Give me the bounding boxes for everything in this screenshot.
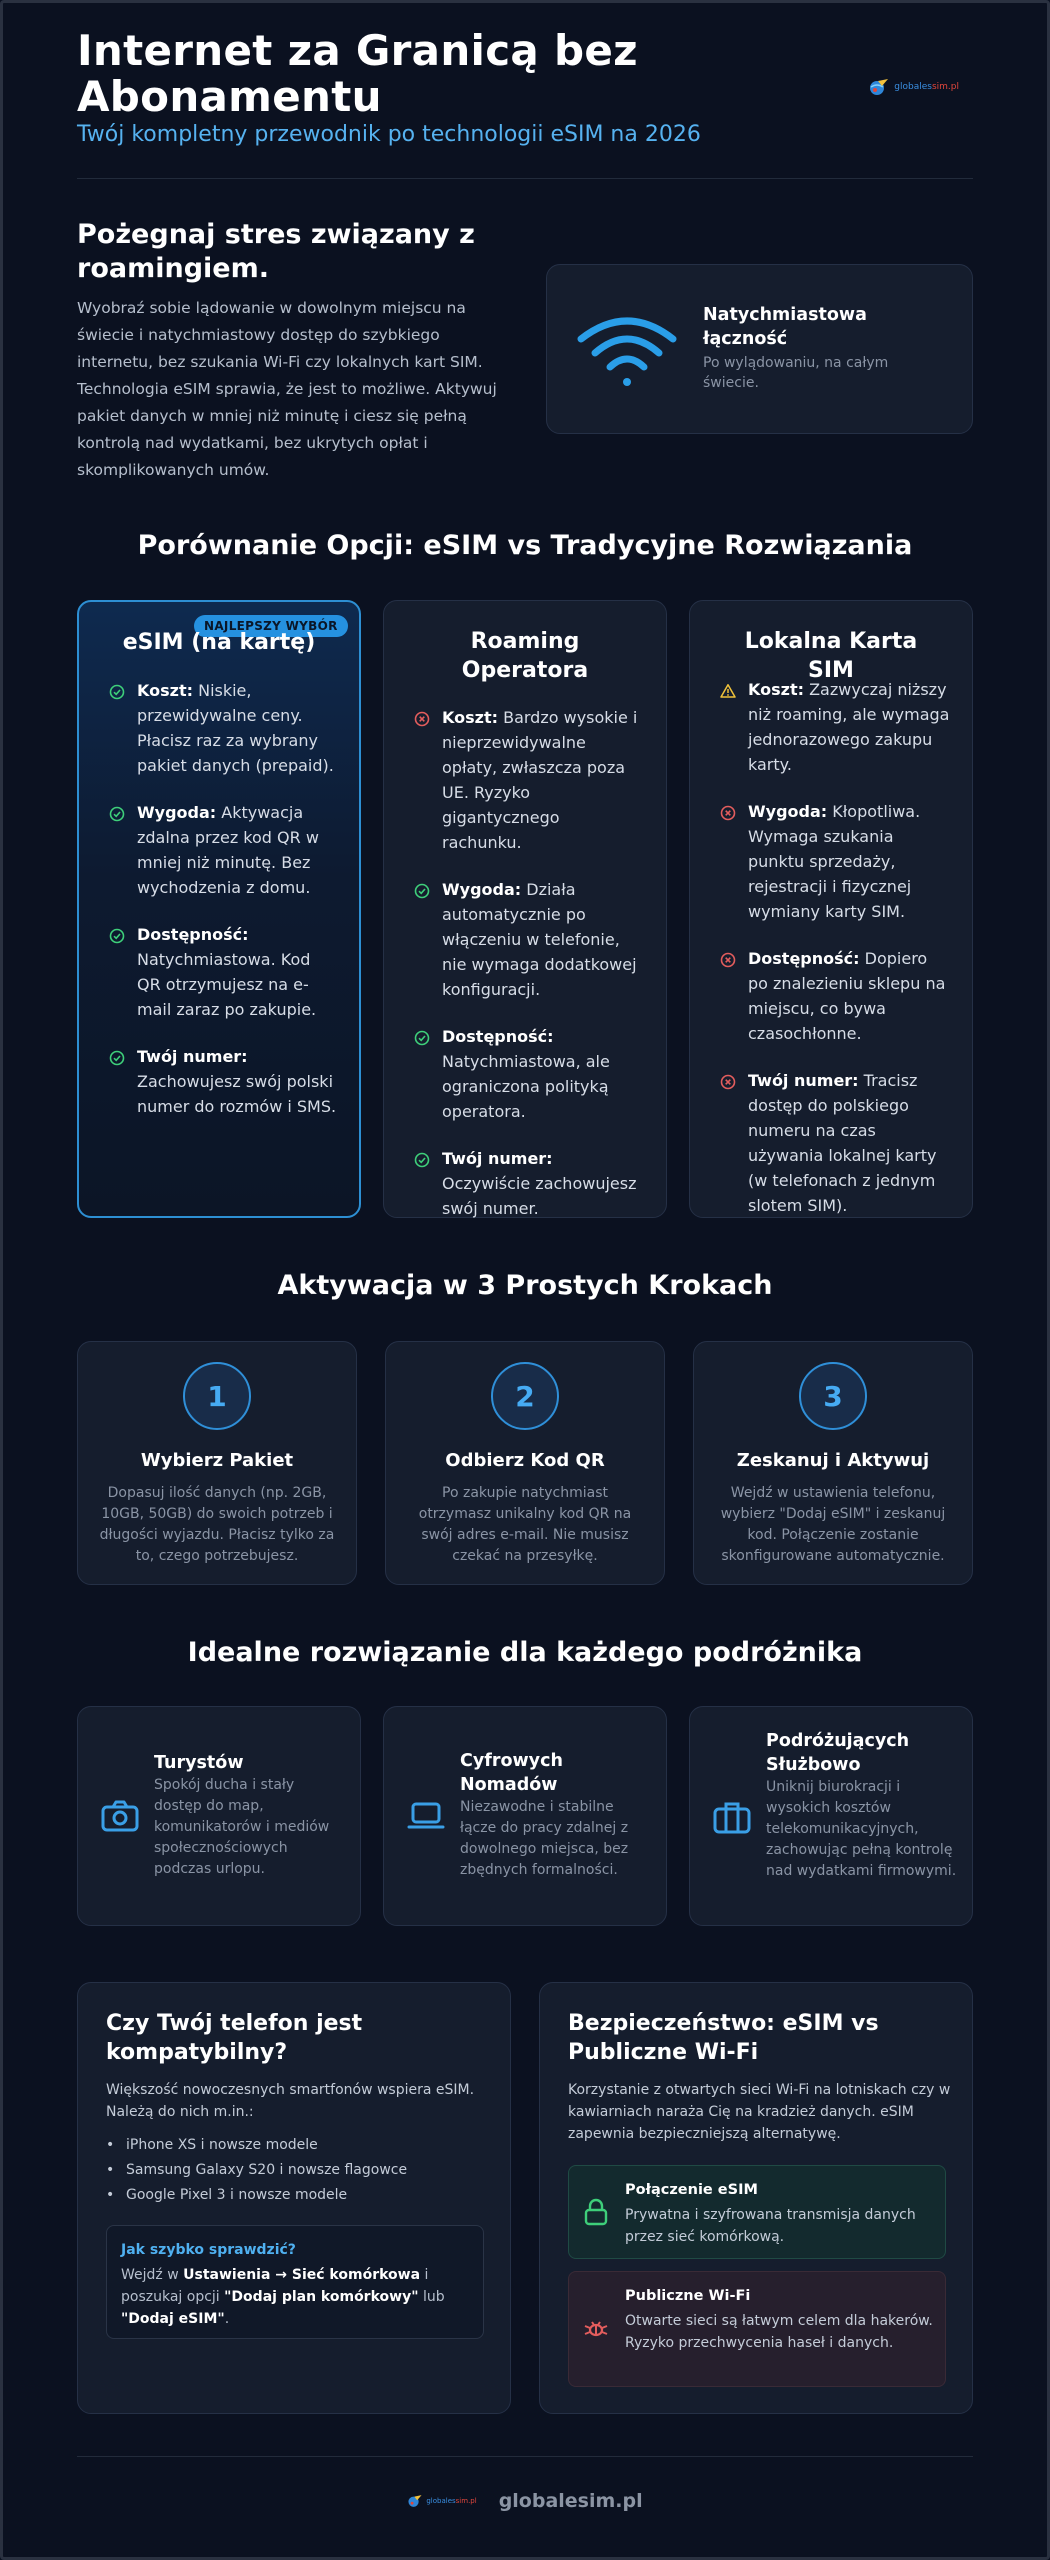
x-circle-icon bbox=[720, 1074, 736, 1090]
compat-tip-box bbox=[106, 2225, 484, 2339]
feature-item: Koszt: Bardzo wysokie i nieprzewidywalne opłaty, zwłaszcza poza UE. Ryzyko gigantycznego rachunku. bbox=[414, 705, 644, 855]
intro-heading: Pożegnaj stres związany z roamingiem. bbox=[77, 219, 475, 284]
feature-item: Koszt: Zazwyczaj niższy niż roaming, ale wymaga jednorazowego zakupu karty. bbox=[720, 677, 950, 777]
wifi-icon bbox=[575, 309, 679, 389]
highlight-card bbox=[546, 264, 973, 434]
step-number: 2 bbox=[491, 1362, 559, 1430]
compat-list-item: • Samsung Galaxy S20 i nowsze flagowce bbox=[106, 2162, 408, 2178]
traveler-icon-wrap bbox=[712, 1799, 752, 1839]
traveler-card bbox=[383, 1706, 667, 1926]
security-good-box bbox=[568, 2165, 946, 2259]
step-card bbox=[77, 1341, 357, 1585]
highlight-text: Po wylądowaniu, na całym świecie. bbox=[703, 355, 889, 391]
traveler-title: Cyfrowych Nomadów bbox=[460, 1751, 563, 1795]
x-circle-icon bbox=[720, 805, 736, 821]
security-intro: Korzystanie z otwartych sieci Wi-Fi na lotniskach czy w kawiarniach naraża Cię na kradzież danych. eSIM zapewnia bezpieczniejszą alternatywę. bbox=[568, 2082, 951, 2142]
footer bbox=[77, 2490, 973, 2512]
step-text: Po zakupie natychmiast otrzymasz unikalny kod QR na swój adres e-mail. Nie musisz czekać na przesyłkę. bbox=[418, 1485, 632, 1564]
logo-wordmark: globalessim.pl bbox=[894, 82, 959, 92]
page-title: Internet za Granicą bez Abonamentu bbox=[77, 26, 638, 121]
traveler-text: Spokój ducha i stały dostęp do map, komunikatorów i mediów społecznościowych podczas urlopu. bbox=[154, 1777, 330, 1877]
traveler-icon-wrap bbox=[406, 1799, 446, 1837]
intro-body: Wyobraź sobie lądowanie w dowolnym miejscu na świecie i natychmiastowy dostęp do szybkiego internetu, bez szukania Wi-Fi czy lokalnych kart SIM. Technologia eSIM sprawia, że jest to możliwe. Aktywuj pakiet danych w mniej niż minutę i ciesz się pełną kontrolą nad wydatkami, bez ukrytych opłat i skomplikowanych umów. bbox=[77, 299, 497, 479]
check-circle-icon bbox=[109, 1050, 125, 1066]
step-card bbox=[385, 1341, 665, 1585]
feature-item: Dostępność: Natychmiastowa. Kod QR otrzymujesz na e-mail zaraz po zakupie. bbox=[109, 922, 337, 1022]
feature-list bbox=[414, 705, 644, 1243]
feature-item: Dostępność: Natychmiastowa, ale ograniczona polityką operatora. bbox=[414, 1024, 644, 1124]
lock-icon bbox=[583, 2198, 609, 2226]
warning-icon bbox=[720, 683, 736, 699]
comparison-card-title: Roaming Operatora bbox=[461, 629, 589, 683]
feature-item: Dostępność: Dopiero po znalezieniu sklepu na miejscu, co bywa czasochłonne. bbox=[720, 946, 950, 1046]
traveler-text: Niezawodne i stabilne łącze do pracy zdalnej z dowolnego miejsca, bez zbędnych formalności. bbox=[460, 1799, 629, 1878]
step-number: 1 bbox=[183, 1362, 251, 1430]
feature-list bbox=[109, 678, 337, 1141]
feature-item: Koszt: Niskie, przewidywalne ceny. Płacisz raz za wybrany pakiet danych (prepaid). bbox=[109, 678, 337, 778]
feature-item: Twój numer: Oczywiście zachowujesz swój numer. bbox=[414, 1146, 644, 1221]
footer-brand[interactable]: globalesim.pl bbox=[498, 2490, 643, 2512]
divider-bottom bbox=[77, 2456, 973, 2457]
comparison-card-title: Lokalna Karta SIM bbox=[744, 629, 918, 683]
check-circle-icon bbox=[109, 806, 125, 822]
compat-intro: Większość nowoczesnych smartfonów wspiera eSIM. Należą do nich m.in.: bbox=[106, 2082, 475, 2120]
feature-item: Wygoda: Działa automatycznie po włączeniu w telefonie, nie wymaga dodatkowej konfiguracji. bbox=[414, 877, 644, 1002]
feature-item: Wygoda: Aktywacja zdalna przez kod QR w mniej niż minutę. Bez wychodzenia z domu. bbox=[109, 800, 337, 900]
security-bad-title: Publiczne Wi-Fi bbox=[625, 2288, 751, 2304]
traveler-title: Podróżujących Służbowo bbox=[766, 1731, 910, 1775]
security-bad-text: Otwarte sieci są łatwym celem dla hakerów. Ryzyko przechwycenia haseł i danych. bbox=[625, 2313, 933, 2351]
traveler-card bbox=[77, 1706, 361, 1926]
check-circle-icon bbox=[414, 883, 430, 899]
feature-list bbox=[720, 677, 950, 1240]
compat-title: Czy Twój telefon jest kompatybilny? bbox=[106, 2011, 363, 2065]
camera-icon bbox=[100, 1799, 140, 1833]
travelers-heading: Idealne rozwiązanie dla każdego podróżnika bbox=[187, 1637, 863, 1668]
step-card bbox=[693, 1341, 973, 1585]
security-bad-box bbox=[568, 2271, 946, 2387]
security-good-text: Prywatna i szyfrowana transmisja danych przez sieć komórkową. bbox=[625, 2207, 916, 2245]
feature-item: Twój numer: Tracisz dostęp do polskiego numeru na czas używania lokalnej karty (w telefonach z jednym slotem SIM). bbox=[720, 1068, 950, 1218]
check-circle-icon bbox=[109, 928, 125, 944]
briefcase-icon bbox=[712, 1799, 752, 1835]
traveler-title: Turystów bbox=[154, 1753, 244, 1773]
check-circle-icon bbox=[414, 1152, 430, 1168]
header-logo bbox=[868, 78, 959, 96]
step-text: Wejdź w ustawienia telefonu, wybierz "Dodaj eSIM" i zeskanuj kod. Połączenie zostanie skonfigurowane automatycznie. bbox=[720, 1485, 946, 1564]
check-circle-icon bbox=[109, 684, 125, 700]
traveler-card bbox=[689, 1706, 973, 1926]
step-number: 3 bbox=[799, 1362, 867, 1430]
comparison-card bbox=[689, 600, 973, 1218]
compat-card bbox=[77, 1982, 511, 2414]
bug-icon bbox=[583, 2316, 609, 2342]
step-text: Dopasuj ilość danych (np. 2GB, 10GB, 50GB) do swoich potrzeb i długości wyjazdu. Płacisz tylko za to, czego potrzebujesz. bbox=[99, 1485, 335, 1564]
traveler-icon-wrap bbox=[100, 1799, 140, 1837]
security-card bbox=[539, 1982, 973, 2414]
compat-tip-title: Jak szybko sprawdzić? bbox=[121, 2242, 296, 2258]
divider-top bbox=[77, 178, 973, 179]
x-circle-icon bbox=[414, 711, 430, 727]
x-circle-icon bbox=[720, 952, 736, 968]
compat-list-item: • iPhone XS i nowsze modele bbox=[106, 2137, 318, 2153]
feature-item: Wygoda: Kłopotliwa. Wymaga szukania punktu sprzedaży, rejestracji i fizycznej wymiany karty SIM. bbox=[720, 799, 950, 924]
comparison-card bbox=[77, 600, 361, 1218]
step-title: Zeskanuj i Aktywuj bbox=[736, 1450, 930, 1471]
step-title: Odbierz Kod QR bbox=[445, 1450, 605, 1471]
compat-tip-text: Wejdź w Ustawienia → Sieć komórkowa i poszukaj opcji "Dodaj plan komórkowy" lub "Dodaj eSIM". bbox=[121, 2267, 445, 2327]
comparison-heading: Porównanie Opcji: eSIM vs Tradycyjne Rozwiązania bbox=[137, 530, 913, 561]
comparison-card-title: eSIM (na kartę) bbox=[122, 630, 316, 655]
page-subtitle: Twój kompletny przewodnik po technologii eSIM na 2026 bbox=[77, 122, 701, 147]
traveler-text: Uniknij biurokracji i wysokich kosztów telekomunikacyjnych, zachowując pełną kontrolę nad wydatkami firmowymi. bbox=[766, 1779, 957, 1879]
globe-logo-icon bbox=[868, 78, 890, 96]
compat-list bbox=[106, 2133, 486, 2208]
footer-logo: globalessim.pl bbox=[407, 2494, 476, 2508]
security-title: Bezpieczeństwo: eSIM vs Publiczne Wi-Fi bbox=[568, 2011, 879, 2065]
security-good-title: Połączenie eSIM bbox=[625, 2182, 758, 2198]
best-choice-badge: NAJLEPSZY WYBÓR bbox=[194, 615, 348, 637]
globe-logo-icon bbox=[407, 2494, 423, 2508]
comparison-card bbox=[383, 600, 667, 1218]
feature-item: Twój numer: Zachowujesz swój polski numer do rozmów i SMS. bbox=[109, 1044, 337, 1119]
steps-heading: Aktywacja w 3 Prostych Krokach bbox=[277, 1270, 773, 1301]
check-circle-icon bbox=[414, 1030, 430, 1046]
step-title: Wybierz Pakiet bbox=[140, 1450, 294, 1471]
laptop-icon bbox=[406, 1799, 446, 1833]
highlight-title: Natychmiastowa łączność bbox=[703, 305, 867, 349]
compat-list-item: • Google Pixel 3 i nowsze modele bbox=[106, 2187, 348, 2203]
